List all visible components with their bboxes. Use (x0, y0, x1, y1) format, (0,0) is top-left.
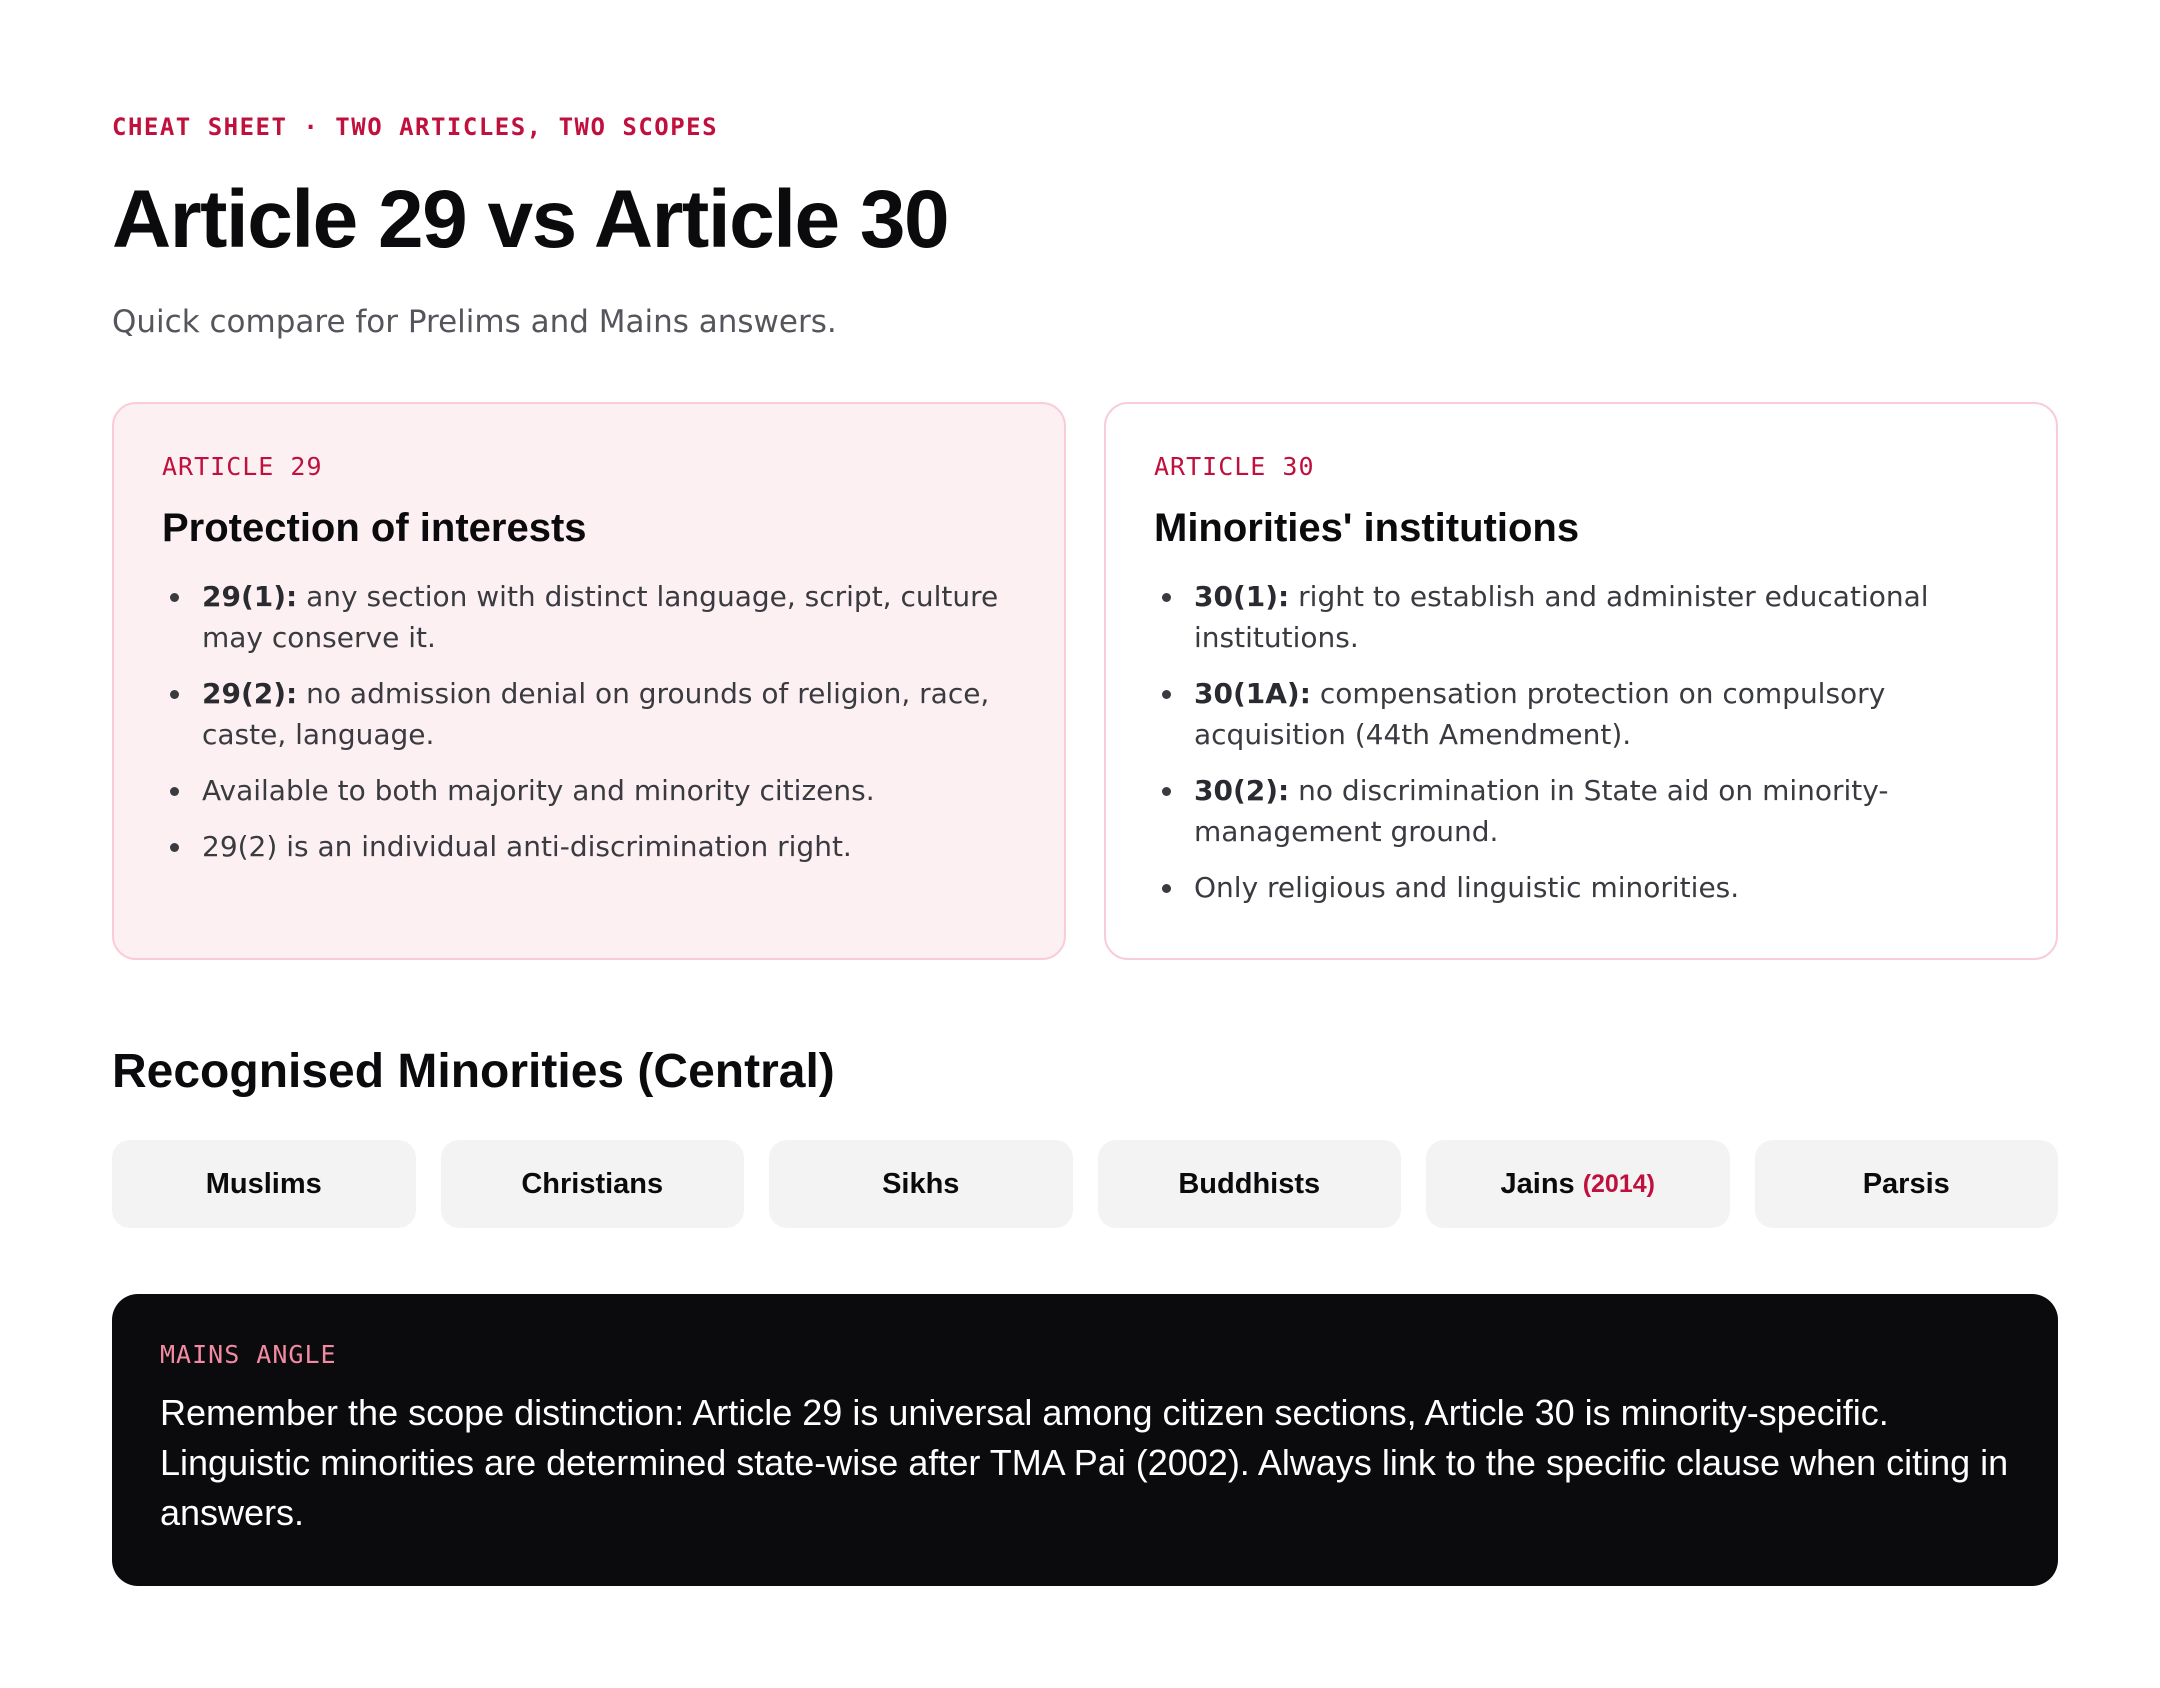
clause-text: right to establish and administer educational institutions. (1194, 580, 1929, 654)
clause-label: 30(2): (1194, 774, 1290, 807)
minority-chip (769, 1140, 1073, 1228)
minority-chip (441, 1140, 745, 1228)
list-item (202, 826, 1016, 867)
card-list (162, 576, 1016, 867)
article-29-card (112, 402, 1066, 960)
minorities-title: Recognised Minorities (Central) (112, 1045, 835, 1098)
chip-label: Sikhs (882, 1167, 960, 1200)
chip-label: Christians (521, 1167, 664, 1200)
list-item (202, 576, 1016, 658)
cheat-sheet (112, 112, 2058, 1586)
clause-text: any section with distinct language, script, culture may conserve it. (202, 580, 999, 654)
clause-label: 30(1A): (1194, 677, 1311, 710)
minority-chip (112, 1140, 416, 1228)
header-eyebrow: CHEAT SHEET · TWO ARTICLES, TWO SCOPES (112, 113, 719, 141)
clause-text: 29(2) is an individual anti-discrimination right. (202, 830, 852, 863)
minority-chip (1098, 1140, 1402, 1228)
page-title: Article 29 vs Article 30 (112, 174, 949, 265)
card-list (1154, 576, 2008, 908)
clause-text: no discrimination in State aid on minority-management ground. (1194, 774, 1889, 848)
card-eyebrow: ARTICLE 30 (1154, 452, 1315, 481)
list-item (1194, 673, 2008, 755)
list-item (202, 673, 1016, 755)
mains-eyebrow: MAINS ANGLE (160, 1340, 337, 1369)
chip-note: (2014) (1582, 1169, 1655, 1198)
minority-chip (1426, 1140, 1730, 1228)
chip-label: Muslims (205, 1167, 322, 1200)
minorities-chips (112, 1140, 2058, 1228)
chip-label: Jains (1500, 1167, 1575, 1200)
clause-label: 30(1): (1194, 580, 1290, 613)
mains-body: Remember the scope distinction: Article 29 is universal among citizen sections, Article 30 is minority-specific. Linguistic minorities are determined state-wise after TMA Pai (2002). Always link to the specific clause when citing in answers. (160, 1392, 2009, 1533)
list-item (1194, 867, 2008, 908)
clause-text: compensation protection on compulsory acquisition (44th Amendment). (1194, 677, 1886, 751)
article-cards (112, 402, 2058, 960)
mains-angle-panel (112, 1294, 2058, 1586)
article-30-card (1104, 402, 2058, 960)
card-eyebrow: ARTICLE 29 (162, 452, 323, 481)
clause-label: 29(1): (202, 580, 298, 613)
chip-label: Parsis (1862, 1167, 1950, 1200)
chip-label: Buddhists (1178, 1167, 1321, 1200)
clause-text: Only religious and linguistic minorities. (1194, 871, 1740, 904)
clause-label: 29(2): (202, 677, 298, 710)
card-title: Minorities' institutions (1154, 506, 1580, 550)
clause-text: Available to both majority and minority citizens. (202, 774, 875, 807)
minority-chip (1755, 1140, 2059, 1228)
list-item (202, 770, 1016, 811)
page-subtitle: Quick compare for Prelims and Mains answers. (112, 304, 837, 340)
list-item (1194, 770, 2008, 852)
clause-text: no admission denial on grounds of religion, race, caste, language. (202, 677, 990, 751)
list-item (1194, 576, 2008, 658)
card-title: Protection of interests (162, 506, 587, 550)
